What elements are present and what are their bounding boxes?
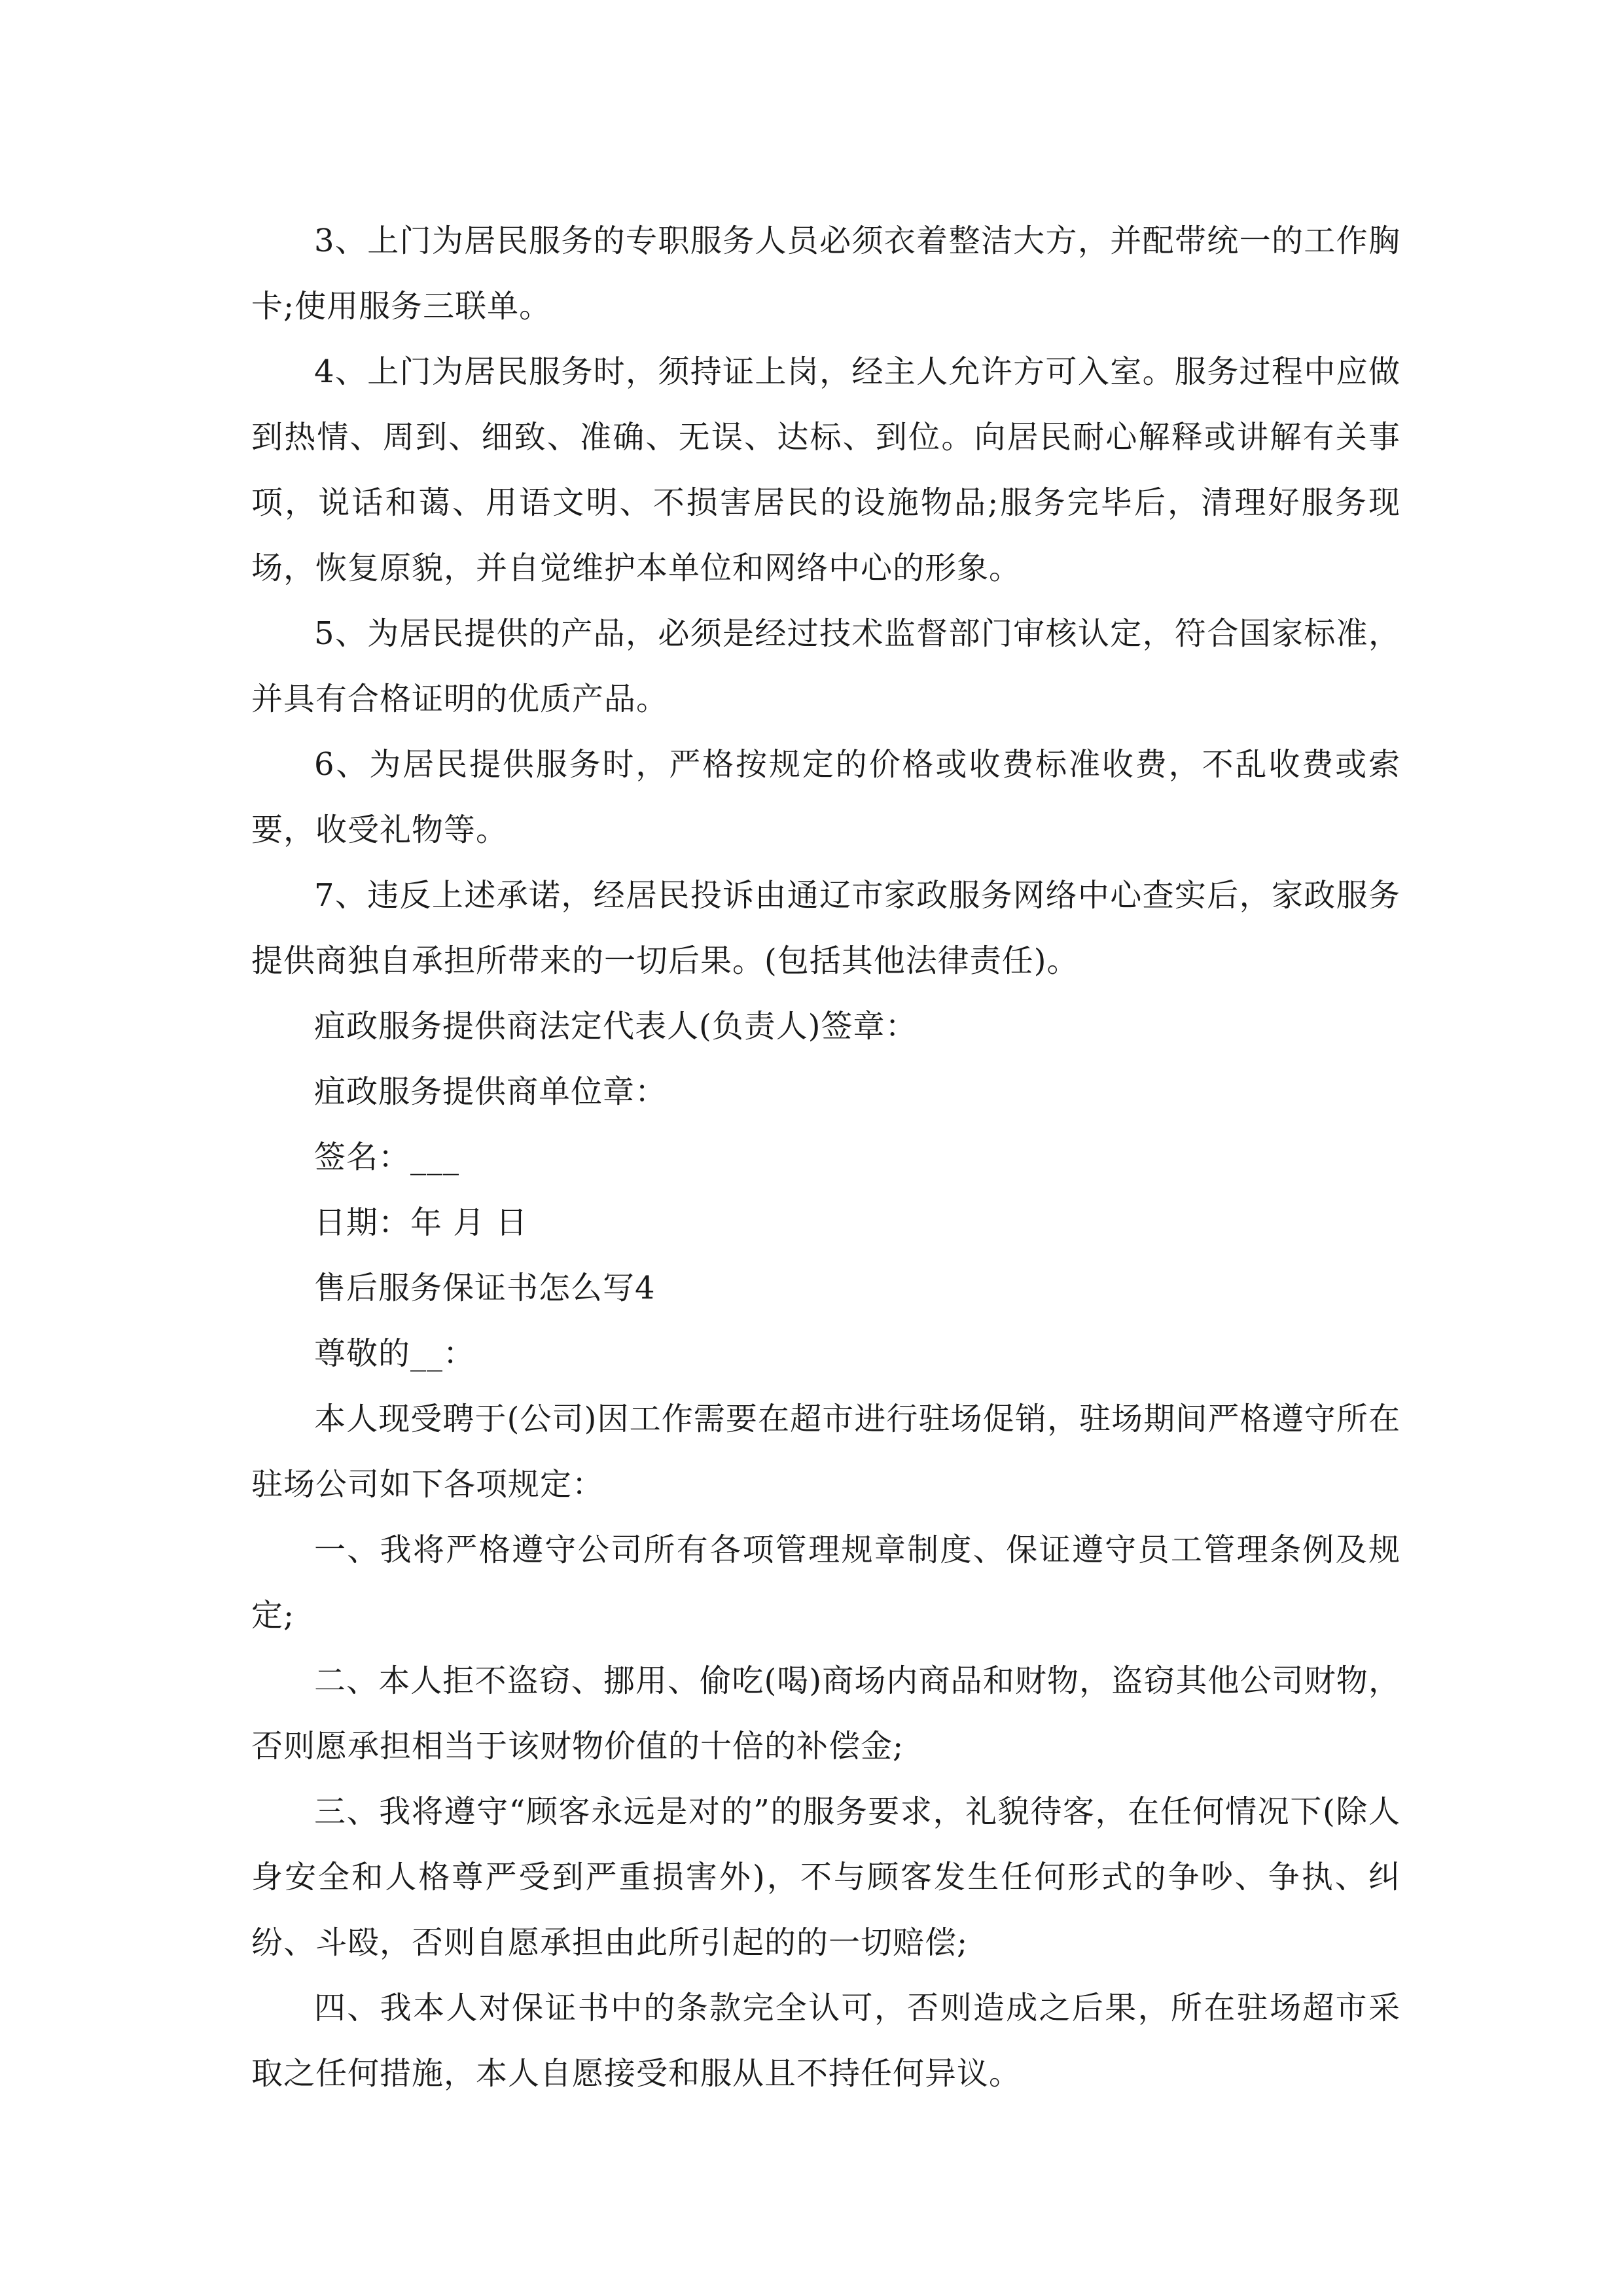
legal-representative-seal-line: 疽政服务提供商法定代表人(负责人)签章： xyxy=(314,1008,918,1045)
date-line: 日期：年 月 日 xyxy=(314,1204,528,1241)
paragraph-item-3: 三、我将遵守“顾客永远是对的”的服务要求，礼貌待客，在任何情况下(除人身安全和人格尊严受到严重损害外)，不与顾客发生任何形式的争吵、争执、纠纷、斗殴，否则自愿承担由此所引起的的一切赔偿; xyxy=(251,1793,1400,1961)
paragraph-clause-3: 3、上门为居民服务的专职服务人员必须衣着整洁大方，并配带统一的工作胸卡;使用服务三联单。 xyxy=(251,223,1400,325)
paragraph-clause-7: 7、违反上述承诺，经居民投诉由通辽市家政服务网络中心查实后，家政服务提供商独自承担所带来的一切后果。(包括其他法律责任)。 xyxy=(251,877,1400,979)
intro-paragraph: 本人现受聘于(公司)因工作需要在超市进行驻场促销，驻场期间严格遵守所在驻场公司如下各项规定： xyxy=(251,1401,1400,1503)
salutation: 尊敬的__： xyxy=(314,1335,476,1372)
paragraph-clause-5: 5、为居民提供的产品，必须是经过技术监督部门审核认定，符合国家标准，并具有合格证明的优质产品。 xyxy=(251,615,1400,717)
paragraph-item-1: 一、我将严格遵守公司所有各项管理规章制度、保证遵守员工管理条例及规定; xyxy=(251,1532,1400,1634)
paragraph-clause-6: 6、为居民提供服务时，严格按规定的价格或收费标准收费，不乱收费或索要，收受礼物等。 xyxy=(251,746,1400,848)
section-title: 售后服务保证书怎么写4 xyxy=(314,1270,656,1306)
document-body xyxy=(251,208,1400,2106)
paragraph-item-4: 四、我本人对保证书中的条款完全认可，否则造成之后果，所在驻场超市采取之任何措施，本人自愿接受和服从且不持任何异议。 xyxy=(251,1990,1400,2092)
signature-line: 签名：___ xyxy=(314,1139,460,1175)
paragraph-clause-4: 4、上门为居民服务时，须持证上岗，经主人允许方可入室。服务过程中应做到热情、周到、细致、准确、无误、达标、到位。向居民耐心解释或讲解有关事项，说话和蔼、用语文明、不损害居民的设施物品;服务完毕后，清理好服务现场，恢复原貌，并自觉维护本单位和网络中心的形象。 xyxy=(251,353,1400,586)
unit-seal-line: 疽政服务提供商单位章： xyxy=(314,1073,668,1110)
paragraph-item-2: 二、本人拒不盗窃、挪用、偷吃(喝)商场内商品和财物，盗窃其他公司财物，否则愿承担相当于该财物价值的十倍的补偿金; xyxy=(251,1662,1400,1765)
